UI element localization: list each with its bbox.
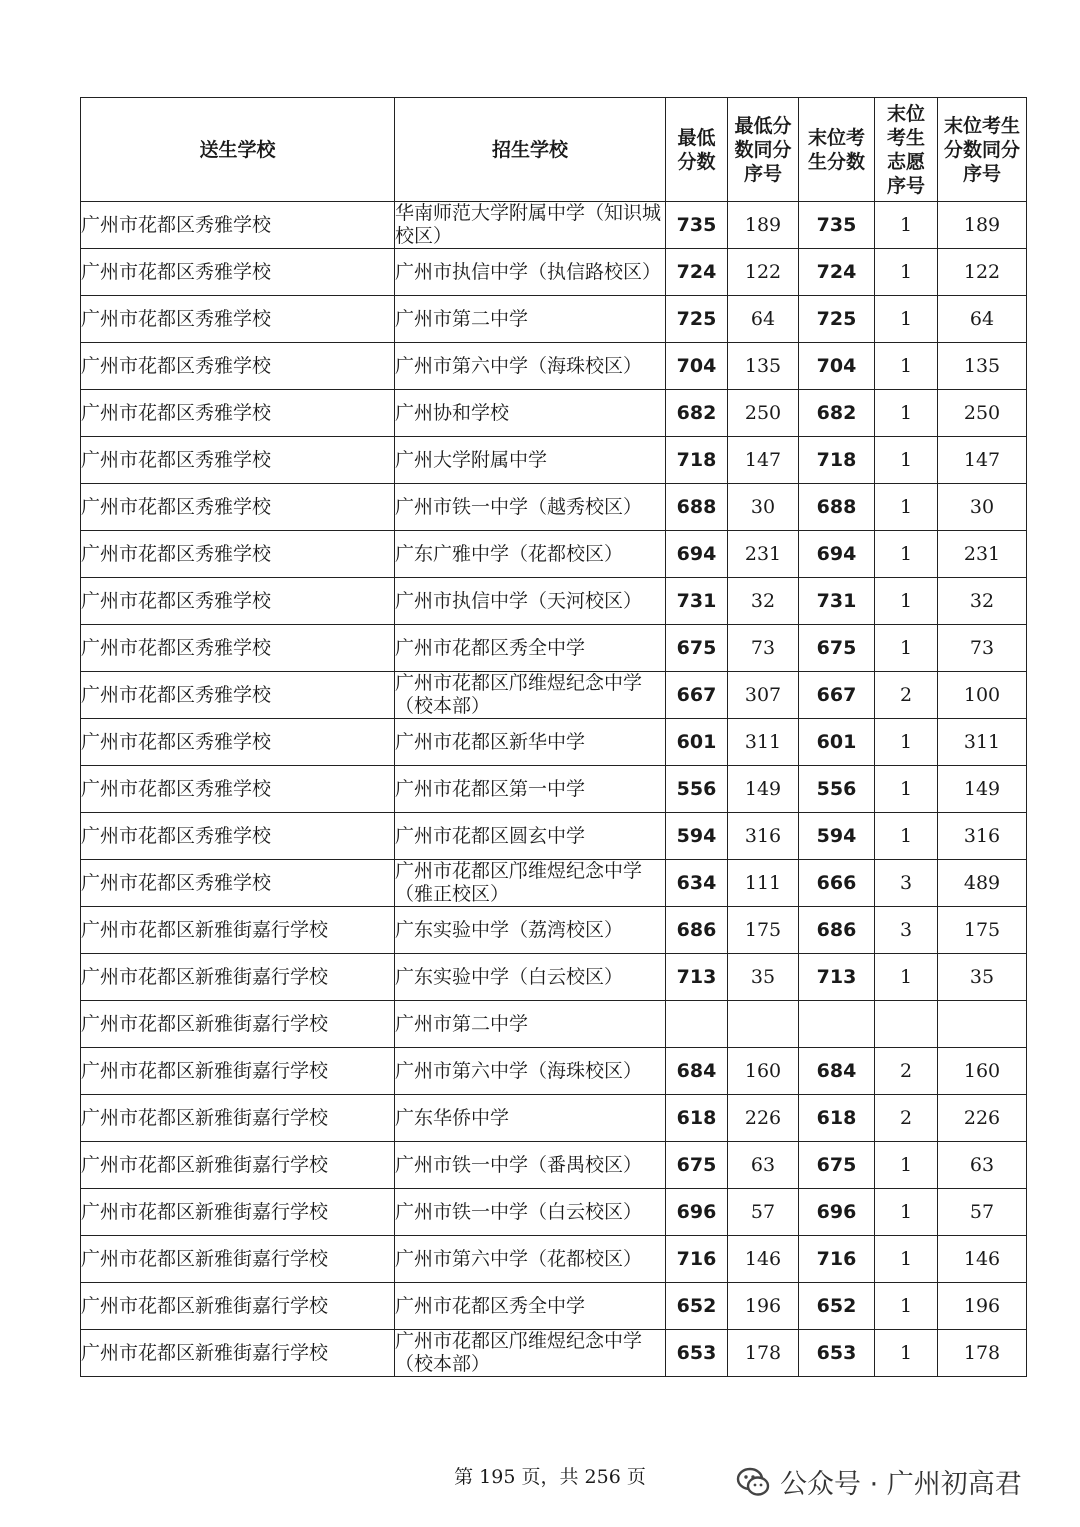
cell-last-rank: 100	[938, 672, 1027, 719]
cell-min-rank: 35	[728, 954, 799, 1001]
cell-last-rank: 30	[938, 484, 1027, 531]
cell-last-score: 704	[799, 343, 875, 390]
cell-sender-school: 广州市花都区秀雅学校	[81, 860, 395, 907]
cell-last-rank	[938, 1001, 1027, 1048]
cell-min-rank: 178	[728, 1330, 799, 1377]
cell-last-rank: 57	[938, 1189, 1027, 1236]
cell-last-wish: 1	[875, 390, 938, 437]
watermark-text: 公众号 · 广州初高君	[780, 1469, 1022, 1500]
cell-last-score: 675	[799, 625, 875, 672]
cell-last-score: 653	[799, 1330, 875, 1377]
cell-min-score: 704	[666, 343, 728, 390]
cell-min-rank: 146	[728, 1236, 799, 1283]
cell-min-rank: 149	[728, 766, 799, 813]
cell-min-rank: 111	[728, 860, 799, 907]
header-line: 分数同分	[943, 138, 1020, 161]
cell-min-score: 601	[666, 719, 728, 766]
cell-last-wish: 1	[875, 296, 938, 343]
cell-last-rank: 189	[938, 202, 1027, 249]
cell-min-rank: 196	[728, 1283, 799, 1330]
table-row	[81, 1095, 1027, 1142]
cell-sender-school: 广州市花都区秀雅学校	[81, 672, 395, 719]
cell-admitting-school: 广州大学附属中学	[395, 437, 666, 484]
cell-last-score: 556	[799, 766, 875, 813]
table-row	[81, 531, 1027, 578]
cell-min-score: 718	[666, 437, 728, 484]
header-line: 序号	[962, 162, 1001, 185]
table-row	[81, 249, 1027, 296]
cell-sender-school: 广州市花都区秀雅学校	[81, 437, 395, 484]
header-min-score	[666, 98, 728, 202]
admission-score-table	[80, 97, 1027, 1377]
cell-sender-school: 广州市花都区新雅街嘉行学校	[81, 1001, 395, 1048]
header-min-rank	[728, 98, 799, 202]
cell-last-score: 666	[799, 860, 875, 907]
cell-min-score: 713	[666, 954, 728, 1001]
cell-sender-school: 广州市花都区秀雅学校	[81, 202, 395, 249]
watermark	[736, 1462, 1022, 1501]
cell-admitting-school: 广东实验中学（荔湾校区）	[395, 907, 666, 954]
cell-min-rank: 160	[728, 1048, 799, 1095]
header-line: 序号	[886, 174, 925, 197]
header-last-score	[799, 98, 875, 202]
cell-sender-school: 广州市花都区新雅街嘉行学校	[81, 1142, 395, 1189]
cell-last-score: 686	[799, 907, 875, 954]
cell-min-rank: 311	[728, 719, 799, 766]
table-row	[81, 907, 1027, 954]
cell-admitting-school: 广州市第二中学	[395, 296, 666, 343]
cell-last-rank: 146	[938, 1236, 1027, 1283]
cell-min-rank: 57	[728, 1189, 799, 1236]
cell-last-score: 618	[799, 1095, 875, 1142]
cell-admitting-school: 广州市花都区邝维煜纪念中学（校本部）	[395, 1330, 666, 1377]
header-line: 最低	[677, 126, 716, 149]
cell-admitting-school: 广州市花都区第一中学	[395, 766, 666, 813]
cell-min-score: 594	[666, 813, 728, 860]
cell-last-wish: 3	[875, 860, 938, 907]
cell-last-rank: 32	[938, 578, 1027, 625]
header-line: 分数	[677, 150, 716, 173]
cell-last-score: 688	[799, 484, 875, 531]
header-line: 末位	[886, 102, 925, 125]
cell-last-wish: 1	[875, 954, 938, 1001]
cell-min-rank: 307	[728, 672, 799, 719]
table-row	[81, 1001, 1027, 1048]
header-sender-school: 送生学校	[81, 98, 395, 202]
cell-min-rank: 175	[728, 907, 799, 954]
cell-min-rank: 30	[728, 484, 799, 531]
cell-last-score: 696	[799, 1189, 875, 1236]
cell-admitting-school: 广州市铁一中学（番禺校区）	[395, 1142, 666, 1189]
cell-min-score: 731	[666, 578, 728, 625]
cell-min-rank: 73	[728, 625, 799, 672]
table-row	[81, 1283, 1027, 1330]
cell-sender-school: 广州市花都区秀雅学校	[81, 296, 395, 343]
cell-min-rank: 231	[728, 531, 799, 578]
cell-min-rank: 122	[728, 249, 799, 296]
cell-sender-school: 广州市花都区秀雅学校	[81, 531, 395, 578]
cell-sender-school: 广州市花都区秀雅学校	[81, 813, 395, 860]
cell-min-score: 618	[666, 1095, 728, 1142]
cell-last-wish: 1	[875, 437, 938, 484]
cell-last-rank: 147	[938, 437, 1027, 484]
table-row	[81, 1189, 1027, 1236]
cell-sender-school: 广州市花都区秀雅学校	[81, 484, 395, 531]
table-row	[81, 766, 1027, 813]
cell-min-score: 716	[666, 1236, 728, 1283]
cell-last-score: 713	[799, 954, 875, 1001]
cell-admitting-school: 广州市第六中学（海珠校区）	[395, 343, 666, 390]
cell-min-score: 556	[666, 766, 728, 813]
cell-last-score: 594	[799, 813, 875, 860]
cell-min-rank: 32	[728, 578, 799, 625]
cell-admitting-school: 广州市花都区邝维煜纪念中学（校本部）	[395, 672, 666, 719]
cell-min-rank: 64	[728, 296, 799, 343]
cell-min-score: 696	[666, 1189, 728, 1236]
header-last-rank	[938, 98, 1027, 202]
cell-admitting-school: 广州市花都区圆玄中学	[395, 813, 666, 860]
cell-last-wish: 1	[875, 202, 938, 249]
cell-min-score: 675	[666, 625, 728, 672]
cell-last-wish: 2	[875, 672, 938, 719]
table-row	[81, 437, 1027, 484]
cell-last-score: 694	[799, 531, 875, 578]
cell-last-rank: 135	[938, 343, 1027, 390]
page-number: 第 195 页，共 256 页	[454, 1466, 646, 1488]
cell-sender-school: 广州市花都区秀雅学校	[81, 390, 395, 437]
cell-last-wish: 1	[875, 719, 938, 766]
cell-last-wish: 1	[875, 1236, 938, 1283]
cell-sender-school: 广州市花都区秀雅学校	[81, 766, 395, 813]
cell-last-rank: 178	[938, 1330, 1027, 1377]
cell-sender-school: 广州市花都区新雅街嘉行学校	[81, 1095, 395, 1142]
table-row	[81, 1142, 1027, 1189]
cell-last-rank: 160	[938, 1048, 1027, 1095]
table-row	[81, 813, 1027, 860]
table-row	[81, 625, 1027, 672]
cell-sender-school: 广州市花都区新雅街嘉行学校	[81, 1048, 395, 1095]
cell-admitting-school: 广州协和学校	[395, 390, 666, 437]
cell-last-score: 675	[799, 1142, 875, 1189]
header-line: 序号	[743, 162, 782, 185]
cell-last-wish: 2	[875, 1095, 938, 1142]
cell-sender-school: 广州市花都区新雅街嘉行学校	[81, 954, 395, 1001]
cell-admitting-school: 广州市第二中学	[395, 1001, 666, 1048]
cell-admitting-school: 广州市执信中学（执信路校区）	[395, 249, 666, 296]
cell-last-wish: 1	[875, 484, 938, 531]
cell-min-score: 724	[666, 249, 728, 296]
cell-sender-school: 广州市花都区新雅街嘉行学校	[81, 1283, 395, 1330]
header-line: 志愿	[886, 150, 925, 173]
cell-last-rank: 196	[938, 1283, 1027, 1330]
cell-last-score: 718	[799, 437, 875, 484]
table-row	[81, 390, 1027, 437]
header-line: 末位考生	[943, 114, 1020, 137]
table-row	[81, 860, 1027, 907]
cell-last-score: 601	[799, 719, 875, 766]
cell-admitting-school: 广州市第六中学（花都校区）	[395, 1236, 666, 1283]
cell-last-wish: 1	[875, 1142, 938, 1189]
cell-last-rank: 73	[938, 625, 1027, 672]
cell-last-wish: 1	[875, 578, 938, 625]
cell-min-score: 688	[666, 484, 728, 531]
cell-min-rank: 135	[728, 343, 799, 390]
cell-sender-school: 广州市花都区新雅街嘉行学校	[81, 1330, 395, 1377]
cell-last-score: 735	[799, 202, 875, 249]
cell-min-score: 653	[666, 1330, 728, 1377]
cell-admitting-school: 广州市花都区新华中学	[395, 719, 666, 766]
table-row	[81, 296, 1027, 343]
cell-min-rank: 316	[728, 813, 799, 860]
cell-last-wish: 1	[875, 1283, 938, 1330]
cell-min-rank: 250	[728, 390, 799, 437]
cell-last-score: 731	[799, 578, 875, 625]
cell-last-wish: 1	[875, 1189, 938, 1236]
table-row	[81, 1330, 1027, 1377]
cell-sender-school: 广州市花都区秀雅学校	[81, 249, 395, 296]
cell-last-wish: 3	[875, 907, 938, 954]
cell-min-rank: 147	[728, 437, 799, 484]
table-row	[81, 484, 1027, 531]
cell-min-rank: 63	[728, 1142, 799, 1189]
cell-admitting-school: 广州市花都区秀全中学	[395, 1283, 666, 1330]
cell-last-score: 724	[799, 249, 875, 296]
header-admitting-school: 招生学校	[395, 98, 666, 202]
header-line: 最低分	[734, 114, 792, 137]
cell-last-rank: 226	[938, 1095, 1027, 1142]
cell-last-rank: 35	[938, 954, 1027, 1001]
cell-admitting-school: 广东广雅中学（花都校区）	[395, 531, 666, 578]
cell-sender-school: 广州市花都区新雅街嘉行学校	[81, 1189, 395, 1236]
cell-min-score: 686	[666, 907, 728, 954]
cell-last-score: 716	[799, 1236, 875, 1283]
table-row	[81, 672, 1027, 719]
cell-admitting-school: 广州市铁一中学（越秀校区）	[395, 484, 666, 531]
cell-min-score: 675	[666, 1142, 728, 1189]
cell-last-score: 725	[799, 296, 875, 343]
table-row	[81, 1048, 1027, 1095]
table-header-row	[81, 98, 1027, 202]
cell-last-score: 667	[799, 672, 875, 719]
cell-last-rank: 489	[938, 860, 1027, 907]
cell-last-rank: 311	[938, 719, 1027, 766]
cell-last-rank: 149	[938, 766, 1027, 813]
cell-last-wish: 1	[875, 1330, 938, 1377]
cell-admitting-school: 广东实验中学（白云校区）	[395, 954, 666, 1001]
header-line: 考生	[886, 126, 925, 149]
cell-sender-school: 广州市花都区秀雅学校	[81, 578, 395, 625]
cell-min-score: 667	[666, 672, 728, 719]
cell-min-rank: 226	[728, 1095, 799, 1142]
cell-admitting-school: 广州市花都区秀全中学	[395, 625, 666, 672]
cell-admitting-school: 广州市执信中学（天河校区）	[395, 578, 666, 625]
cell-admitting-school: 广东华侨中学	[395, 1095, 666, 1142]
header-line: 数同分	[734, 138, 792, 161]
table-row	[81, 202, 1027, 249]
cell-last-wish: 1	[875, 343, 938, 390]
cell-last-score: 652	[799, 1283, 875, 1330]
cell-last-rank: 231	[938, 531, 1027, 578]
cell-min-score: 684	[666, 1048, 728, 1095]
table-row	[81, 1236, 1027, 1283]
cell-sender-school: 广州市花都区秀雅学校	[81, 719, 395, 766]
cell-last-rank: 122	[938, 249, 1027, 296]
cell-sender-school: 广州市花都区秀雅学校	[81, 343, 395, 390]
cell-last-wish: 2	[875, 1048, 938, 1095]
cell-last-score	[799, 1001, 875, 1048]
cell-last-wish: 1	[875, 766, 938, 813]
cell-min-rank	[728, 1001, 799, 1048]
cell-admitting-school: 广州市第六中学（海珠校区）	[395, 1048, 666, 1095]
cell-last-wish: 1	[875, 625, 938, 672]
cell-admitting-school: 广州市花都区邝维煜纪念中学（雅正校区）	[395, 860, 666, 907]
cell-last-rank: 175	[938, 907, 1027, 954]
cell-last-score: 684	[799, 1048, 875, 1095]
cell-admitting-school: 广州市铁一中学（白云校区）	[395, 1189, 666, 1236]
cell-last-score: 682	[799, 390, 875, 437]
cell-min-score	[666, 1001, 728, 1048]
cell-min-score: 735	[666, 202, 728, 249]
cell-min-score: 652	[666, 1283, 728, 1330]
cell-last-wish: 1	[875, 249, 938, 296]
header-last-wish	[875, 98, 938, 202]
cell-sender-school: 广州市花都区新雅街嘉行学校	[81, 1236, 395, 1283]
cell-min-score: 725	[666, 296, 728, 343]
header-line: 末位考	[807, 126, 865, 149]
cell-last-wish: 1	[875, 813, 938, 860]
header-line: 生分数	[807, 150, 865, 173]
table-row	[81, 343, 1027, 390]
wechat-icon	[736, 1465, 770, 1499]
cell-last-wish	[875, 1001, 938, 1048]
cell-last-rank: 64	[938, 296, 1027, 343]
cell-min-score: 694	[666, 531, 728, 578]
cell-last-rank: 250	[938, 390, 1027, 437]
table-row	[81, 578, 1027, 625]
cell-min-score: 634	[666, 860, 728, 907]
cell-sender-school: 广州市花都区秀雅学校	[81, 625, 395, 672]
table-row	[81, 954, 1027, 1001]
cell-last-rank: 316	[938, 813, 1027, 860]
cell-last-rank: 63	[938, 1142, 1027, 1189]
cell-admitting-school: 华南师范大学附属中学（知识城校区）	[395, 202, 666, 249]
cell-min-rank: 189	[728, 202, 799, 249]
cell-min-score: 682	[666, 390, 728, 437]
cell-sender-school: 广州市花都区新雅街嘉行学校	[81, 907, 395, 954]
table-row	[81, 719, 1027, 766]
cell-last-wish: 1	[875, 531, 938, 578]
